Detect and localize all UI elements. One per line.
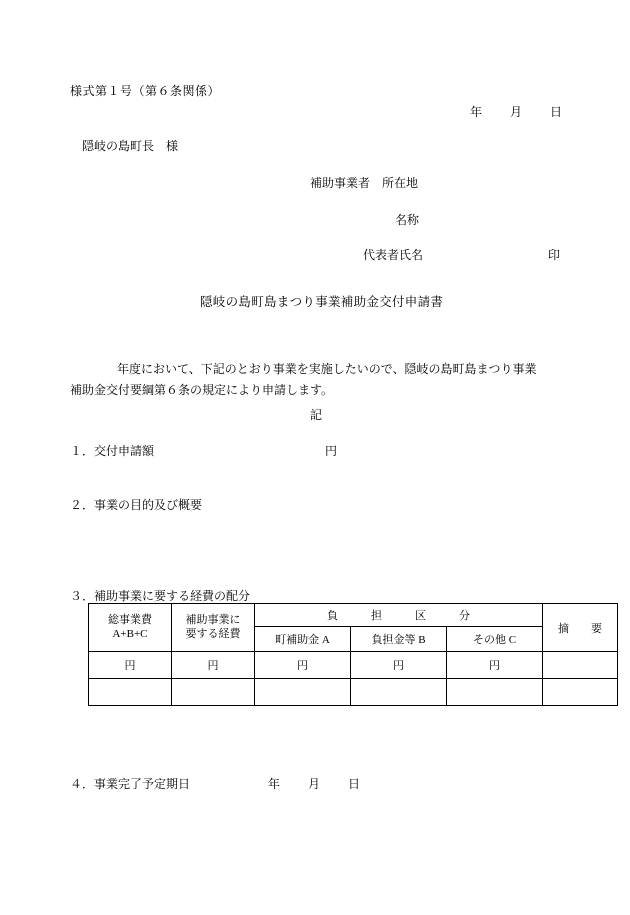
applicant-label: 補助事業者 <box>310 176 371 190</box>
cell-required-cost-blank[interactable] <box>172 679 255 706</box>
header-required-line1: 補助事業に <box>185 613 241 626</box>
cell-sub-other[interactable]: 円 <box>447 652 543 679</box>
cell-required-cost[interactable]: 円 <box>172 652 255 679</box>
cell-sub-burden[interactable]: 円 <box>351 652 447 679</box>
cell-total-cost[interactable]: 円 <box>89 652 172 679</box>
header-sub-other: その他 C <box>447 627 543 652</box>
applicant-representative-label: 代表者氏名 <box>363 248 424 262</box>
item-3-label: ３．補助事業に要する経費の配分 <box>70 589 251 603</box>
addressee: 隠岐の島町長 様 <box>82 139 179 153</box>
cell-note[interactable] <box>543 652 618 679</box>
header-total-cost-line2: A+B+C <box>112 627 148 640</box>
item-1-unit: 円 <box>325 444 338 458</box>
expense-allocation-table-wrap <box>88 603 618 706</box>
item-2-label: ２．事業の目的及び概要 <box>70 498 203 512</box>
cell-sub-burden-blank[interactable] <box>351 679 447 706</box>
item-4-year: 年 <box>268 777 281 791</box>
seal-label: 印 <box>548 248 561 262</box>
item-4-day: 日 <box>348 777 361 791</box>
header-required-cost <box>172 604 255 652</box>
page-title: 隠岐の島町島まつり事業補助金交付申請書 <box>200 295 444 309</box>
ki-marker: 記 <box>310 408 323 422</box>
date-month: 月 <box>510 105 523 119</box>
item-4-month: 月 <box>308 777 321 791</box>
cell-note-blank[interactable] <box>543 679 618 706</box>
header-sub-burden: 負担金等 B <box>351 627 447 652</box>
cell-sub-town[interactable]: 円 <box>255 652 351 679</box>
header-total-cost-line1: 総事業費 <box>108 613 152 626</box>
table-row <box>89 679 618 706</box>
form-number: 様式第１号（第６条関係） <box>70 84 221 98</box>
table-row <box>89 652 618 679</box>
table-header-row-1 <box>89 604 618 627</box>
item-4-label: ４．事業完了予定期日 <box>70 777 191 791</box>
body-line-2: 補助金交付要綱第６条の規定により申請します。 <box>70 383 334 397</box>
applicant-name-label: 名称 <box>395 213 420 227</box>
header-total-cost <box>89 604 172 652</box>
applicant-address-row <box>310 174 418 191</box>
header-required-line2: 要する経費 <box>185 627 241 640</box>
body-line-1: 年度において、下記のとおり事業を実施したいので、隠岐の島町島まつり事業 <box>117 362 537 376</box>
header-note: 摘 要 <box>543 604 618 652</box>
applicant-address-label: 所在地 <box>382 176 419 190</box>
date-year: 年 <box>470 105 483 119</box>
expense-allocation-table <box>88 603 618 706</box>
date-day: 日 <box>550 105 563 119</box>
header-burden-group: 負 担 区 分 <box>255 604 543 627</box>
cell-sub-town-blank[interactable] <box>255 679 351 706</box>
date-line <box>470 103 562 120</box>
cell-total-cost-blank[interactable] <box>89 679 172 706</box>
item-4-date <box>268 775 360 792</box>
cell-sub-other-blank[interactable] <box>447 679 543 706</box>
item-1-label: １．交付申請額 <box>70 444 155 458</box>
header-sub-town: 町補助金 A <box>255 627 351 652</box>
